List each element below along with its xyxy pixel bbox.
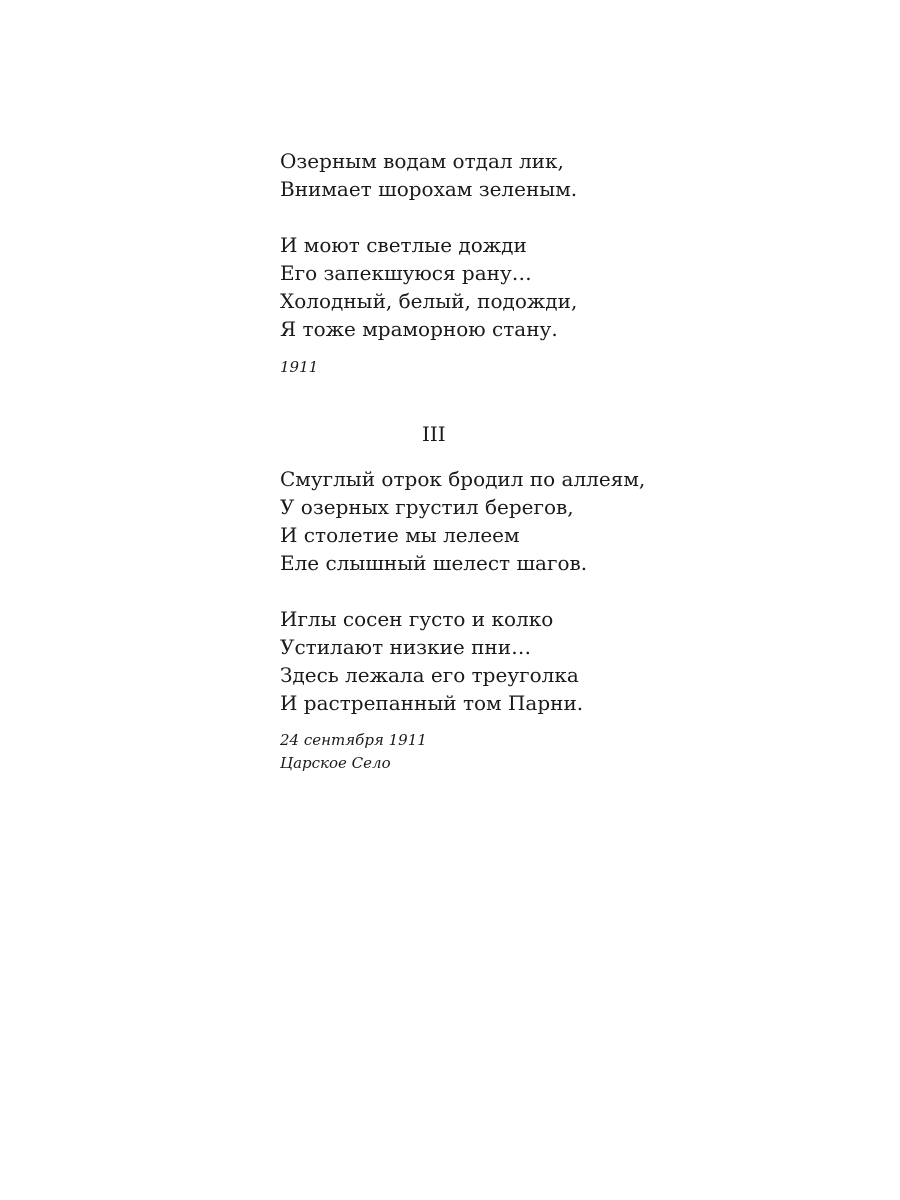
stanza-fragment — [280, 147, 577, 203]
poem-date: 1911 — [280, 358, 319, 376]
verse-line: И столетие мы лелеем — [280, 523, 520, 547]
verse-line: Озерным водам отдал лик, — [280, 149, 564, 173]
verse-line: У озерных грустил берегов, — [280, 495, 574, 519]
verse-line: Я тоже мраморною стану. — [280, 317, 558, 341]
section-numeral: III — [422, 422, 446, 446]
verse-line: Иглы сосен густо и колко — [280, 607, 554, 631]
verse-line: Внимает шорохам зеленым. — [280, 177, 578, 201]
verse-line: И растрепанный том Парни. — [280, 691, 584, 715]
stanza — [280, 231, 577, 343]
verse-line: Еле слышный шелест шагов. — [280, 551, 588, 575]
verse-line: И моют светлые дожди — [280, 233, 527, 257]
stanza — [280, 605, 583, 717]
stanza — [280, 465, 645, 577]
verse-line: Здесь лежала его треуголка — [280, 663, 579, 687]
poem-place: Царское Село — [280, 754, 391, 772]
verse-line: Устилают низкие пни… — [280, 635, 532, 659]
poem-date: 24 сентября 1911 — [280, 731, 427, 749]
verse-line: Смуглый отрок бродил по аллеям, — [280, 467, 646, 491]
verse-line: Холодный, белый, подожди, — [280, 289, 578, 313]
verse-line: Его запекшуюся рану… — [280, 261, 532, 285]
